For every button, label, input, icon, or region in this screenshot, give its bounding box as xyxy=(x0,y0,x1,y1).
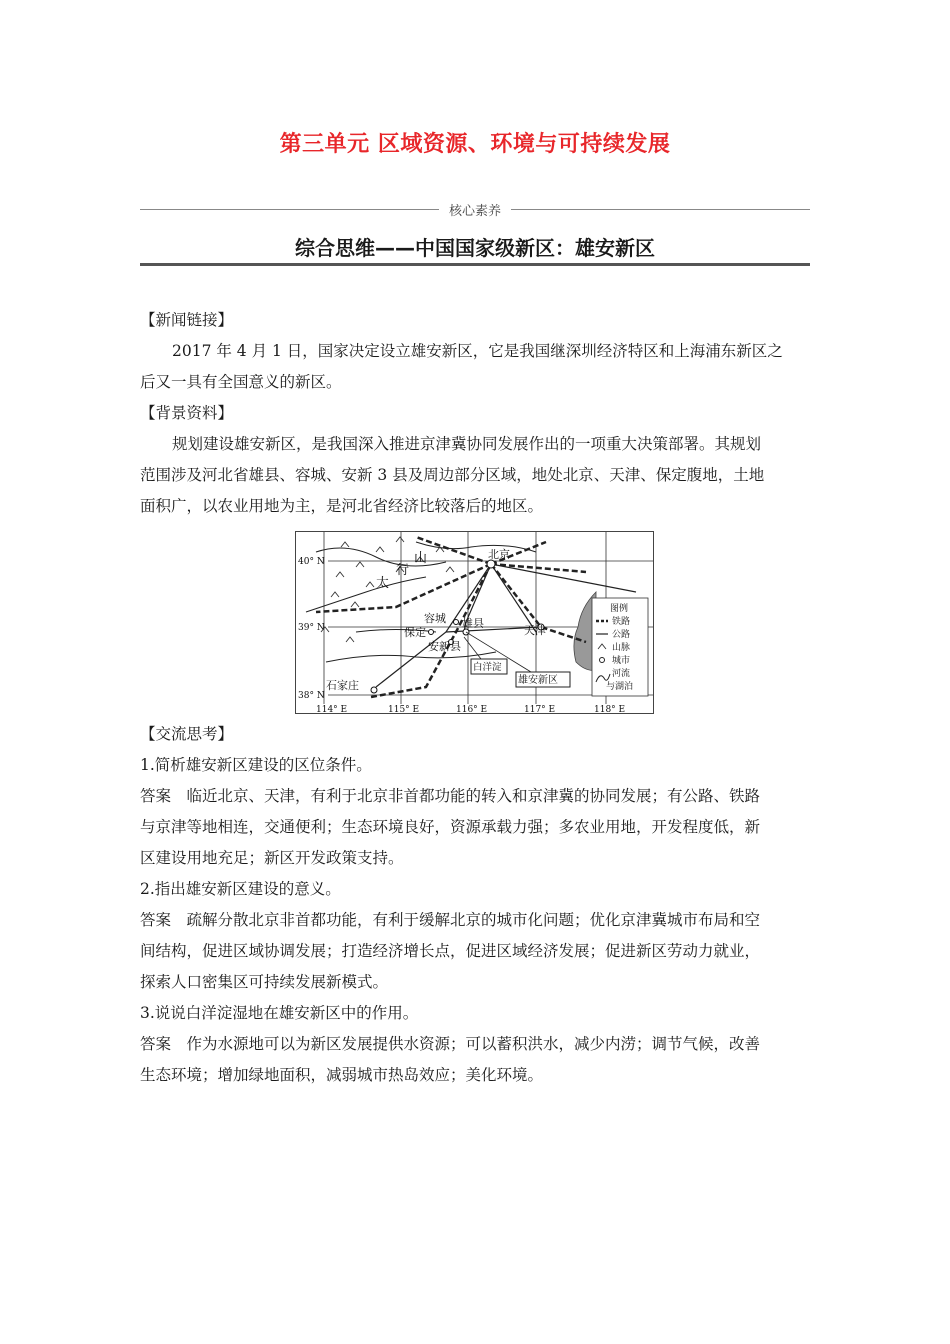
legend-city: 城市 xyxy=(612,656,631,666)
location-map xyxy=(295,531,654,714)
lon-116: 116° E xyxy=(456,705,488,713)
answer-2-line-3: 探索人口密集区可持续发展新模式。 xyxy=(140,973,389,991)
news-section xyxy=(140,305,812,522)
mountain-label-tai: 太 xyxy=(376,576,390,591)
city-tianjin: 天津 xyxy=(524,624,546,637)
city-baoding: 保定 xyxy=(404,626,426,639)
lon-118: 118° E xyxy=(594,705,626,713)
city-anxin: 安新县 xyxy=(428,640,461,653)
city-beijing: 北京 xyxy=(488,548,510,561)
background-line-2: 范围涉及河北省雄县、容城、安新 3 县及周边部分区域，地处北京、天津、保定腹地，土地 xyxy=(140,466,765,484)
legend-title: 图例 xyxy=(610,604,629,614)
legend-highway: 公路 xyxy=(612,630,631,640)
lat-39: 39° N xyxy=(298,623,325,633)
legend-mountain: 山脉 xyxy=(612,643,631,653)
answer-2-line-2: 间结构，促进区域协调发展；打造经济增长点，促进区域经济发展；促进新区劳动力就业， xyxy=(140,942,761,960)
answer-2-line-1: 答案 疏解分散北京非首都功能，有利于缓解北京的城市化问题；优化京津冀城市布局和空 xyxy=(140,911,761,929)
lon-117: 117° E xyxy=(524,705,556,713)
core-label-text: 核心素养 xyxy=(439,204,511,219)
city-shijiazhuang: 石家庄 xyxy=(326,679,359,692)
background-heading: 【背景资料】 xyxy=(140,404,234,422)
question-2: 2.指出雄安新区建设的意义。 xyxy=(140,880,341,898)
answer-1-line-2: 与京津等地相连，交通便利；生态环境良好，资源承载力强；多农业用地，开发程度低，新 xyxy=(140,818,761,836)
city-rongcheng: 容城 xyxy=(424,612,446,625)
lon-115: 115° E xyxy=(388,705,420,713)
legend-railway: 铁路 xyxy=(612,617,631,627)
discussion-heading: 【交流思考】 xyxy=(140,725,234,743)
news-line-1: 2017 年 4 月 1 日，国家决定设立雄安新区，它是我国继深圳经济特区和上海浦东新区之 xyxy=(172,342,783,360)
mountain-label-shan: 山 xyxy=(414,551,428,566)
lat-38: 38° N xyxy=(298,691,325,701)
unit-title: 第三单元 区域资源、环境与可持续发展 xyxy=(279,132,671,157)
news-heading: 【新闻链接】 xyxy=(140,311,234,329)
lon-114: 114° E xyxy=(316,705,348,713)
section-rule xyxy=(140,263,810,266)
city-xiongxian: 雄县 xyxy=(462,617,484,630)
background-line-3: 面积广，以农业用地为主，是河北省经济比较落后的地区。 xyxy=(140,497,544,515)
xiongan-label: 雄安新区 xyxy=(518,675,558,686)
question-1: 1.简析雄安新区建设的区位条件。 xyxy=(140,756,372,774)
section-title: 综合思维——中国国家级新区：雄安新区 xyxy=(295,236,655,260)
answer-1-line-3: 区建设用地充足；新区开发政策支持。 xyxy=(140,849,404,867)
news-line-2: 后又一具有全国意义的新区。 xyxy=(140,373,342,391)
answer-1-line-1: 答案 临近北京、天津，有利于北京非首都功能的转入和京津冀的协同发展；有公路、铁路 xyxy=(140,787,761,805)
question-3: 3.说说白洋淀湿地在雄安新区中的作用。 xyxy=(140,1004,419,1022)
answer-3-line-2: 生态环境；增加绿地面积，减弱城市热岛效应；美化环境。 xyxy=(140,1066,544,1084)
baiyangdian-label: 白洋淀 xyxy=(473,662,502,673)
legend-lake: 与湖泊 xyxy=(606,682,634,692)
legend-river: 河流 xyxy=(612,669,631,679)
core-label xyxy=(0,200,950,219)
map-legend xyxy=(592,598,648,696)
background-line-1: 规划建设雄安新区，是我国深入推进京津冀协同发展作出的一项重大决策部署。其规划 xyxy=(172,435,762,453)
mountain-label-hang: 行 xyxy=(396,563,410,578)
lat-40: 40° N xyxy=(298,557,325,567)
answer-3-line-1: 答案 作为水源地可以为新区发展提供水资源；可以蓄积洪水，减少内涝；调节气候，改善 xyxy=(140,1035,761,1053)
discussion-section xyxy=(140,719,812,1091)
